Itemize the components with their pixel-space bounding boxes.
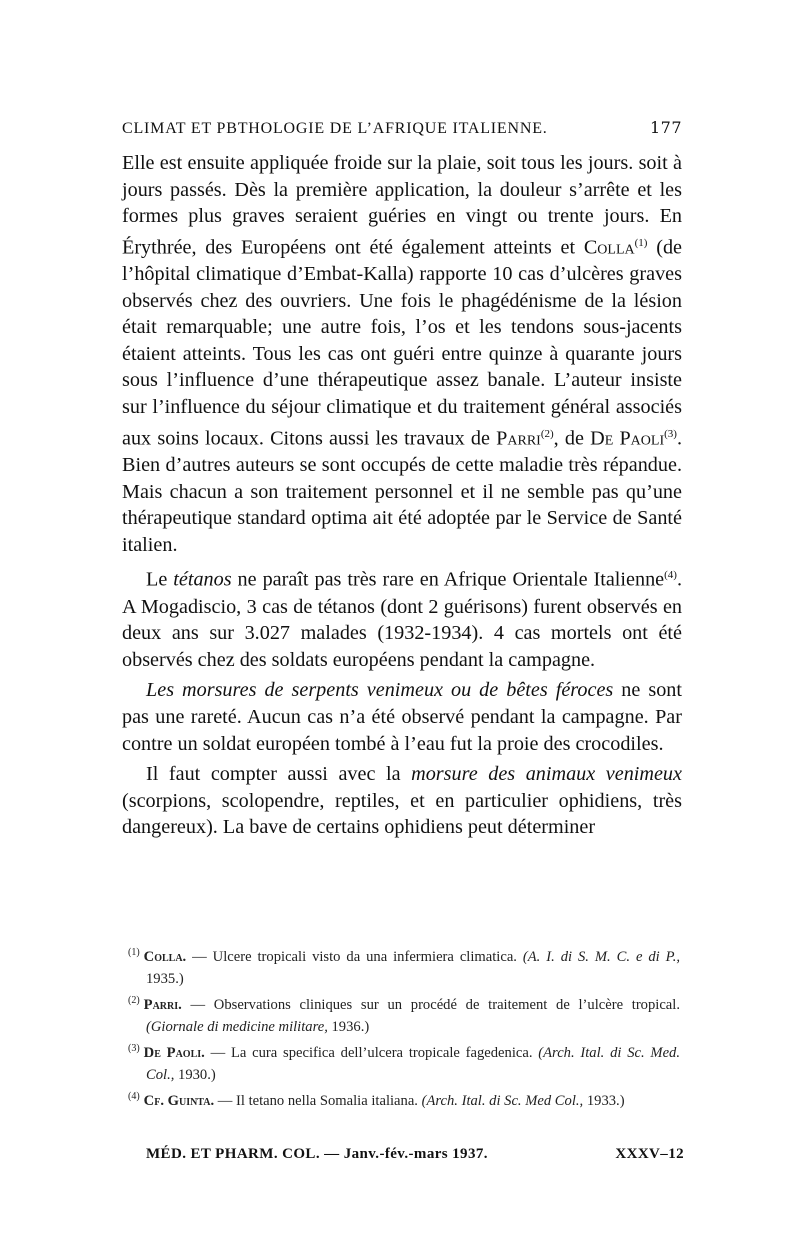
journal-signature bbox=[146, 1146, 684, 1163]
footnote bbox=[128, 1038, 680, 1086]
footnote-ref: (3) bbox=[664, 427, 677, 440]
text-run: ne sont pas une rareté. Aucun cas n’a été observé pendant la campagne. Par contre un soldat européen tombé à l’eau fut la proie des crocodiles. bbox=[122, 679, 682, 755]
author-name: Colla bbox=[583, 236, 635, 259]
text-run: . A Mogadiscio, 3 cas de tétanos (dont 2 guérisons) furent observés en deux ans sur 3.027 malades (1932-1934). 4 cas mortels ont été observés chez des soldats européens pendant la campagne. bbox=[122, 569, 683, 671]
author-name: De Paoli bbox=[590, 427, 665, 450]
page-number: 177 bbox=[649, 118, 682, 137]
text-run: Il faut compter aussi avec la bbox=[146, 763, 412, 786]
footnote bbox=[128, 1086, 680, 1112]
paragraph bbox=[122, 562, 682, 673]
text-run: 1936.) bbox=[327, 1018, 370, 1035]
text-run: 1935.) bbox=[146, 970, 184, 987]
page bbox=[122, 118, 682, 841]
italic-text: (Arch. Ital. di Sc. Med. Col., bbox=[146, 1044, 681, 1083]
footnotes bbox=[128, 942, 680, 1111]
footnote-number: (4) bbox=[128, 1090, 140, 1102]
text-run: 1930.) bbox=[174, 1066, 216, 1083]
italic-text: (Arch. Ital. di Sc. Med Col., bbox=[421, 1092, 584, 1109]
footnote-author: Cf. Guinta. bbox=[143, 1092, 215, 1109]
paragraph bbox=[122, 150, 682, 558]
footnote bbox=[128, 990, 680, 1038]
footnote bbox=[128, 942, 680, 990]
journal-issue: MÉD. ET PHARM. COL. — Janv.-fév.-mars 1937. bbox=[146, 1146, 488, 1162]
text-run: ne paraît pas très rare en Afrique Orientale Italienne bbox=[231, 569, 665, 592]
text-run: 1933.) bbox=[583, 1092, 625, 1109]
footnote-author: Colla. bbox=[143, 948, 187, 965]
paragraph bbox=[122, 677, 682, 757]
footnote-number: (1) bbox=[128, 947, 140, 958]
text-run: . Bien d’autres auteurs se sont occupés de cette maladie très répandue. Mais chacun a son traitement personnel et il ne semble pas qu’une thérapeutique standard optima ait été adoptée par le Service de Santé italien. bbox=[122, 427, 682, 556]
signature-mark: XXXV–12 bbox=[615, 1146, 684, 1162]
footnote-ref: (1) bbox=[634, 236, 648, 249]
text-run: Elle est ensuite appliquée froide sur la plaie, soit tous les jours. soit à jours passés. Dès la première application, la douleur s’arrête et les formes plus graves seraient guéries en vingt ou trente jours. En Érythrée, des Européens ont été également atteints et bbox=[122, 152, 682, 259]
italic-text: (Giornale di medicine militare, bbox=[146, 1018, 328, 1035]
running-title: CLIMAT ET PBTHOLOGIE DE L’AFRIQUE ITALIENNE. bbox=[122, 120, 548, 137]
footnote-ref: (2) bbox=[540, 427, 554, 440]
text-run: Le bbox=[146, 569, 174, 592]
italic-text: morsure des animaux venimeux bbox=[411, 763, 682, 786]
paragraph bbox=[122, 761, 682, 841]
footnote-number: (3) bbox=[128, 1042, 140, 1054]
author-name: Parri bbox=[496, 427, 541, 450]
footnote-author: Parri. bbox=[143, 996, 182, 1013]
text-run: — La cura specifica dell’ulcera tropicale fagedenica. bbox=[204, 1044, 539, 1061]
text-run: , de bbox=[553, 427, 591, 450]
footnote-number: (2) bbox=[128, 994, 140, 1006]
body-text bbox=[122, 150, 682, 841]
text-run: — Observations cliniques sur un procédé de traitement de l’ulcère tropical. bbox=[181, 996, 680, 1013]
footnote-ref: (4) bbox=[664, 569, 677, 582]
footnote-author: De Paoli. bbox=[143, 1044, 205, 1061]
italic-text: (A. I. di S. M. C. e di P., bbox=[522, 948, 680, 965]
running-header bbox=[122, 118, 682, 150]
italic-text: Les morsures de serpents venimeux ou de bêtes féroces bbox=[146, 679, 614, 702]
text-run: — Il tetano nella Somalia italiana. bbox=[214, 1092, 422, 1109]
text-run: (de l’hôpital climatique d’Embat-Kalla) rapporte 10 cas d’ulcères graves observés chez des ouvriers. Une fois le phagédénisme de la lésion était remarquable; une autre fois, l’os et les tendons sous-jacents étaient atteints. Tous les cas ont guéri entre quinze à quarante jours sous l’influence d’une thérapeutique assez banale. L’auteur insiste sur l’influence du séjour climatique et du traitement général associés aux soins locaux. Citons aussi les travaux de bbox=[122, 236, 682, 450]
text-run: (scorpions, scolopendre, reptiles, et en particulier ophidiens, très dangereux). La bave de certains ophidiens peut déterminer bbox=[122, 789, 682, 839]
text-run: — Ulcere tropicali visto da una infermiera climatica. bbox=[186, 948, 523, 965]
italic-text: tétanos bbox=[173, 569, 232, 592]
